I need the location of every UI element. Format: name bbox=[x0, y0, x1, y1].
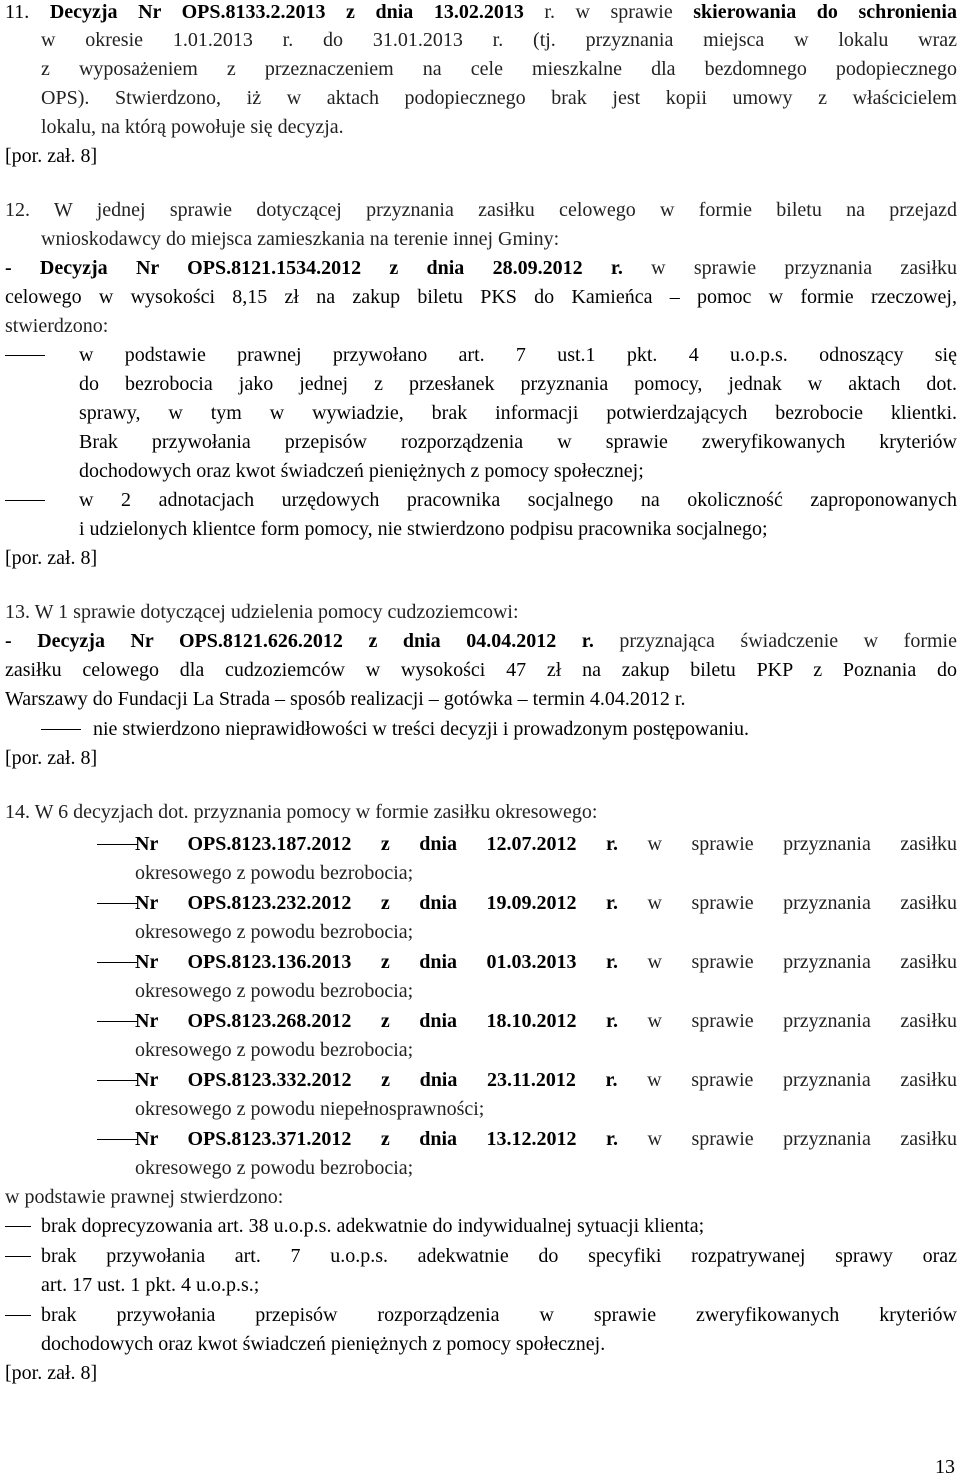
dash-bullet bbox=[97, 844, 137, 845]
s11-line-4: OPS). Stwierdzono, iż w aktach podopiecznego brak jest kopii umowy z właścicielem bbox=[41, 87, 957, 109]
s14-item-3-line-2: okresowego z powodu bezrobocia; bbox=[135, 980, 414, 1002]
s14-finding-2-line-2: art. 17 ust. 1 pkt. 4 u.o.p.s.; bbox=[41, 1274, 260, 1296]
s12-line-5: stwierdzono: bbox=[5, 315, 109, 337]
s11-line-1: 11. Decyzja Nr OPS.8133.2.2013 z dnia 13.02.2013 r. w sprawie skierowania do schronienia bbox=[5, 1, 957, 23]
s11-line-3: z wyposażeniem z przeznaczeniem na cele mieszkalne dla bezdomnego podopiecznego bbox=[41, 58, 957, 80]
dash-bullet bbox=[5, 355, 45, 356]
s14-item-3-line-1: Nr OPS.8123.136.2013 z dnia 01.03.2013 r. w sprawie przyznania zasiłku bbox=[135, 951, 958, 973]
dash-bullet bbox=[97, 903, 137, 904]
s13-bullet-1: nie stwierdzono nieprawidłowości w treści decyzji i prowadzonym postępowaniu. bbox=[93, 718, 749, 740]
s12-line-3: - Decyzja Nr OPS.8121.1534.2012 z dnia 28.09.2012 r. w sprawie przyznania zasiłku bbox=[5, 257, 957, 279]
s12-line-4: celowego w wysokości 8,15 zł na zakup biletu PKS do Kamieńca – pomoc w formie rzeczowej, bbox=[5, 286, 957, 308]
s14-item-6-line-1: Nr OPS.8123.371.2012 z dnia 13.12.2012 r. w sprawie przyznania zasiłku bbox=[135, 1128, 958, 1150]
dash-bullet bbox=[97, 962, 137, 963]
s14-item-1-line-2: okresowego z powodu bezrobocia; bbox=[135, 862, 414, 884]
s14-item-4-line-2: okresowego z powodu bezrobocia; bbox=[135, 1039, 414, 1061]
s14-item-2-line-1: Nr OPS.8123.232.2012 z dnia 19.09.2012 r. w sprawie przyznania zasiłku bbox=[135, 892, 958, 914]
dash-bullet bbox=[5, 1256, 31, 1257]
s14-item-2-line-2: okresowego z powodu bezrobocia; bbox=[135, 921, 414, 943]
s11-line-5: lokalu, na którą powołuje się decyzja. bbox=[41, 116, 344, 138]
s12-bullet-1-line-1: w podstawie prawnej przywołano art. 7 ust.1 pkt. 4 u.o.p.s. odnoszący się bbox=[79, 344, 957, 366]
dash-bullet bbox=[5, 1315, 31, 1316]
dash-bullet bbox=[5, 1226, 31, 1227]
s14-finding-1: brak doprecyzowania art. 38 u.o.p.s. adekwatnie do indywidualnej sytuacji klienta; bbox=[41, 1215, 705, 1237]
s14-finding-2-line-1: brak przywołania art. 7 u.o.p.s. adekwatnie do specyfiki rozpatrywanej sprawy oraz bbox=[41, 1245, 957, 1267]
s13-line-4: Warszawy do Fundacji La Strada – sposób realizacji – gotówka – termin 4.04.2012 r. bbox=[5, 688, 686, 710]
s12-bullet-2-line-1: w 2 adnotacjach urzędowych pracownika socjalnego na okoliczność zaproponowanych bbox=[79, 489, 957, 511]
s14-item-5-line-2: okresowego z powodu niepełnosprawności; bbox=[135, 1098, 485, 1120]
s13-line-3: zasiłku celowego dla cudzoziemców w wysokości 47 zł na zakup biletu PKP z Poznania do bbox=[5, 659, 957, 681]
s12-bullet-2-line-2: i udzielonych klientce form pomocy, nie stwierdzono podpisu pracownika socjalnego; bbox=[79, 518, 768, 540]
s11-reference: [por. zał. 8] bbox=[5, 145, 98, 167]
s13-line-1: 13. W 1 sprawie dotyczącej udzielenia pomocy cudzoziemcowi: bbox=[5, 601, 519, 623]
s12-reference: [por. zał. 8] bbox=[5, 547, 98, 569]
s14-item-1-line-1: Nr OPS.8123.187.2012 z dnia 12.07.2012 r. w sprawie przyznania zasiłku bbox=[135, 833, 958, 855]
dash-bullet bbox=[97, 1080, 137, 1081]
s14-finding-3-line-2: dochodowych oraz kwot świadczeń pieniężnych z pomocy społecznej. bbox=[41, 1333, 606, 1355]
s14-basis-label: w podstawie prawnej stwierdzono: bbox=[5, 1186, 284, 1208]
s14-item-6-line-2: okresowego z powodu bezrobocia; bbox=[135, 1157, 414, 1179]
s14-finding-3-line-1: brak przywołania przepisów rozporządzenia w sprawie zweryfikowanych kryteriów bbox=[41, 1304, 957, 1326]
s14-reference: [por. zał. 8] bbox=[5, 1362, 98, 1384]
s13-line-2: - Decyzja Nr OPS.8121.626.2012 z dnia 04.04.2012 r. przyznająca świadczenie w formie bbox=[5, 630, 957, 652]
dash-bullet bbox=[97, 1021, 137, 1022]
page-number: 13 bbox=[935, 1456, 955, 1478]
s11-line-2: w okresie 1.01.2013 r. do 31.01.2013 r. (tj. przyznania miejsca w lokalu wraz bbox=[41, 29, 957, 51]
s12-bullet-1-line-2: do bezrobocia jako jednej z przesłanek przyznania pomocy, jednak w aktach dot. bbox=[79, 373, 957, 395]
dash-bullet bbox=[97, 1139, 137, 1140]
dash-bullet bbox=[5, 500, 45, 501]
s12-line-2: wnioskodawcy do miejsca zamieszkania na terenie innej Gminy: bbox=[41, 228, 560, 250]
s12-line-1: 12. W jednej sprawie dotyczącej przyznania zasiłku celowego w formie biletu na przejazd bbox=[5, 199, 957, 221]
s14-line-1: 14. W 6 decyzjach dot. przyznania pomocy w formie zasiłku okresowego: bbox=[5, 801, 598, 823]
s14-item-5-line-1: Nr OPS.8123.332.2012 z dnia 23.11.2012 r. w sprawie przyznania zasiłku bbox=[135, 1069, 957, 1091]
s13-reference: [por. zał. 8] bbox=[5, 747, 98, 769]
s12-bullet-1-line-5: dochodowych oraz kwot świadczeń pieniężnych z pomocy społecznej; bbox=[79, 460, 644, 482]
s12-bullet-1-line-3: sprawy, w tym w wywiadzie, brak informacji potwierdzających bezrobocie klientki. bbox=[79, 402, 957, 424]
s14-item-4-line-1: Nr OPS.8123.268.2012 z dnia 18.10.2012 r. w sprawie przyznania zasiłku bbox=[135, 1010, 958, 1032]
dash-bullet bbox=[41, 729, 81, 730]
s12-bullet-1-line-4: Brak przywołania przepisów rozporządzenia w sprawie zweryfikowanych kryteriów bbox=[79, 431, 957, 453]
